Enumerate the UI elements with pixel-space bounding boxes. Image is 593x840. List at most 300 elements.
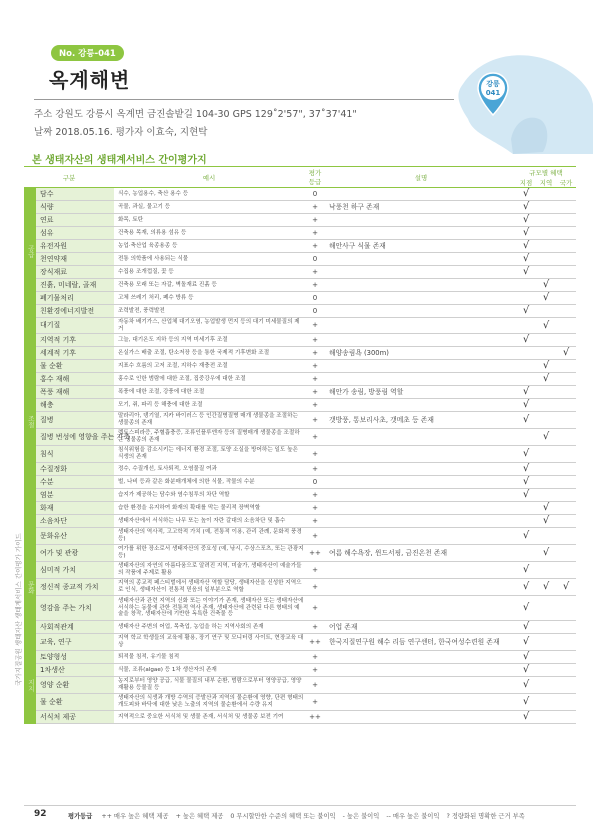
table-row xyxy=(24,489,576,502)
row-desc xyxy=(326,562,516,579)
row-check-national xyxy=(556,463,576,476)
row-check-local: √ xyxy=(516,562,536,579)
row-check-local: √ xyxy=(516,476,536,489)
row-check-local: √ xyxy=(516,253,536,266)
table-row xyxy=(24,463,576,476)
row-check-regional xyxy=(536,188,556,201)
row-grade: + xyxy=(304,596,326,621)
row-grade: + xyxy=(304,201,326,214)
row-check-regional: √ xyxy=(536,545,556,562)
row-item: 소음차단 xyxy=(36,515,114,528)
row-example: 생태자산에서 서식하는 나무 또는 높이 자란 갈대의 소음차단 및 흡수 xyxy=(114,515,304,528)
group-label-text: 조절 xyxy=(26,414,35,428)
row-grade: + xyxy=(304,214,326,227)
row-check-local: √ xyxy=(516,188,536,201)
row-desc xyxy=(326,292,516,305)
row-check-local: √ xyxy=(516,463,536,476)
row-check-national xyxy=(556,664,576,677)
table-row xyxy=(24,360,576,373)
row-item: 수질정화 xyxy=(36,463,114,476)
row-item: 진흙, 미네랄, 골재 xyxy=(36,279,114,292)
row-check-local: √ xyxy=(516,677,536,694)
row-grade: + xyxy=(304,412,326,429)
row-grade: + xyxy=(304,621,326,634)
row-desc xyxy=(326,305,516,318)
row-item: 홍수 재해 xyxy=(36,373,114,386)
row-desc xyxy=(326,399,516,412)
row-grade: 0 xyxy=(304,253,326,266)
table-row xyxy=(24,253,576,266)
row-item: 사회적관계 xyxy=(36,621,114,634)
table-row xyxy=(24,528,576,545)
row-check-regional xyxy=(536,664,556,677)
row-check-local xyxy=(516,429,536,446)
address-line: 주소 강원도 강릉시 옥계면 금진솔밭길 104-30 GPS 129˚2'57", 37˚37'41" xyxy=(34,109,357,120)
row-check-local xyxy=(516,279,536,292)
map-badge xyxy=(481,80,505,98)
table-row xyxy=(24,373,576,386)
row-check-local xyxy=(516,292,536,305)
row-check-national xyxy=(556,711,576,724)
legend-item: ? 정량화된 명확한 근거 부족 xyxy=(446,813,525,820)
row-desc xyxy=(326,446,516,463)
row-check-national: √ xyxy=(556,347,576,360)
row-desc xyxy=(326,318,516,334)
table-row xyxy=(24,502,576,515)
row-desc: 해안사구 식물 존재 xyxy=(326,240,516,253)
row-desc: 갯방풍, 통보리사초, 갯메초 등 존재 xyxy=(326,412,516,429)
row-grade: ++ xyxy=(304,711,326,724)
row-example: 모기, 쥐, 파리 등 해충에 대한 조절 xyxy=(114,399,304,412)
table-row xyxy=(24,596,576,621)
row-grade: + xyxy=(304,386,326,399)
row-check-regional xyxy=(536,253,556,266)
row-desc xyxy=(326,515,516,528)
table-row xyxy=(24,266,576,279)
row-example: 지표수 흐름의 고저 조절, 지하수 재충전 조절 xyxy=(114,360,304,373)
row-desc: 여름 해수욕장, 윈드서핑, 금진온천 존재 xyxy=(326,545,516,562)
row-grade: + xyxy=(304,446,326,463)
row-check-local: √ xyxy=(516,634,536,651)
legend-item: ++ 매우 높은 혜택 제공 xyxy=(101,813,169,820)
row-desc xyxy=(326,253,516,266)
row-check-national xyxy=(556,489,576,502)
table-row xyxy=(24,240,576,253)
header-local: 지점 xyxy=(516,178,536,188)
row-item: 1차생산 xyxy=(36,664,114,677)
row-example: 습한 환경을 유지하여 화재의 확대를 막는 물리적 장벽역할 xyxy=(114,502,304,515)
row-check-national xyxy=(556,373,576,386)
row-check-regional xyxy=(536,305,556,318)
row-desc xyxy=(326,476,516,489)
table-row xyxy=(24,386,576,399)
row-grade: ++ xyxy=(304,634,326,651)
row-desc xyxy=(326,188,516,201)
row-check-local xyxy=(516,347,536,360)
row-check-national xyxy=(556,634,576,651)
row-grade: 0 xyxy=(304,188,326,201)
row-check-regional: √ xyxy=(536,502,556,515)
group-label-text: 공급 xyxy=(26,244,35,258)
legend-label: 평가등급 xyxy=(68,813,93,820)
row-desc xyxy=(326,227,516,240)
row-check-regional xyxy=(536,240,556,253)
header-national: 국가 xyxy=(556,178,576,188)
row-desc: 해양송림욕 (300m) xyxy=(326,347,516,360)
row-check-national xyxy=(556,318,576,334)
table-row xyxy=(24,677,576,694)
row-check-regional xyxy=(536,528,556,545)
row-check-regional xyxy=(536,489,556,502)
row-item: 여가 및 관광 xyxy=(36,545,114,562)
row-check-regional: √ xyxy=(536,318,556,334)
row-grade: + xyxy=(304,360,326,373)
table-row xyxy=(24,214,576,227)
row-example: 홍수로 인한 범람에 대한 조절, 집중강우에 대한 조절 xyxy=(114,373,304,386)
row-check-national xyxy=(556,545,576,562)
row-check-local: √ xyxy=(516,489,536,502)
row-check-national xyxy=(556,502,576,515)
row-check-local xyxy=(516,373,536,386)
row-item: 질병 번성에 영향을 주는 가축 xyxy=(36,429,114,446)
row-check-regional xyxy=(536,386,556,399)
row-check-national xyxy=(556,253,576,266)
row-grade: + xyxy=(304,227,326,240)
row-check-local xyxy=(516,502,536,515)
row-check-national xyxy=(556,266,576,279)
row-example: 건축용 목재, 의류용 섬유 등 xyxy=(114,227,304,240)
table-row xyxy=(24,347,576,360)
row-item: 식량 xyxy=(36,201,114,214)
legend-item: -- 매우 높은 불이익 xyxy=(386,813,440,820)
footer-divider xyxy=(24,805,576,806)
row-example: 화목, 토탄 xyxy=(114,214,304,227)
row-check-regional xyxy=(536,596,556,621)
row-check-local xyxy=(516,318,536,334)
row-desc xyxy=(326,266,516,279)
row-example: 그늘, 대기온도 지하 등의 지역 미세기후 조절 xyxy=(114,334,304,347)
row-grade: + xyxy=(304,334,326,347)
header-scale: 규모별 혜택 xyxy=(516,167,576,178)
row-desc xyxy=(326,528,516,545)
row-check-regional xyxy=(536,347,556,360)
section-title: 본 생태자산의 생태계서비스 간이평가지 xyxy=(32,155,207,166)
row-example: 여가를 위한 장소로서 생태자산의 중요성 (예, 낚시, 수상스포츠, 또는 관광지 등) xyxy=(114,545,304,562)
row-example: 습지가 제공하는 담수와 염수침투의 차단 역할 xyxy=(114,489,304,502)
row-check-regional xyxy=(536,201,556,214)
row-example: 자동차 배기가스, 산업체 대기오염, 농업발생 먼지 등의 대기 미세물질의 제거 xyxy=(114,318,304,334)
legend-item: + 높은 혜택 제공 xyxy=(175,813,224,820)
row-check-regional xyxy=(536,694,556,711)
row-example: 고체 쓰레기 처리, 폐수 방류 등 xyxy=(114,292,304,305)
page-title: 옥계해변 xyxy=(49,68,131,92)
table-row xyxy=(24,305,576,318)
row-check-local: √ xyxy=(516,664,536,677)
row-example: 렙토스피라증, 주혈흡충증, 조류인플루엔자 등의 질병매개 생물종을 조절하는 생물종의 존재 xyxy=(114,429,304,446)
table-row xyxy=(24,664,576,677)
legend-item: 0 무시할만한 수준의 혜택 또는 불이익 xyxy=(230,813,336,820)
row-desc xyxy=(326,373,516,386)
row-item: 유전자원 xyxy=(36,240,114,253)
row-check-regional: √ xyxy=(536,373,556,386)
row-item: 토양형성 xyxy=(36,651,114,664)
header-grade xyxy=(304,167,326,188)
row-check-regional xyxy=(536,711,556,724)
row-desc xyxy=(326,579,516,596)
row-desc xyxy=(326,429,516,446)
row-grade: + xyxy=(304,399,326,412)
row-example: 건축용 모래 또는 자갈, 벽돌재료 진흙 등 xyxy=(114,279,304,292)
row-example: 생태자산의 역사적, 고고학적 가치 (예, 전통적 이용, 관리 관례, 문화적 풍경 등) xyxy=(114,528,304,545)
row-item: 폭풍 재해 xyxy=(36,386,114,399)
table-row xyxy=(24,188,576,201)
row-example: 퇴적물 침적, 유기물 침적 xyxy=(114,651,304,664)
row-grade: + xyxy=(304,279,326,292)
title-divider xyxy=(34,99,454,100)
header-category: 구분 xyxy=(24,167,114,188)
row-example: 온실가스 배출 조절, 탄소저장 등을 통한 국제적 기후변화 조절 xyxy=(114,347,304,360)
row-example: 생태자산의 식생과 개방 수역의 증발산과 지역의 물순환에 영향, 단편 형태의 개도피와 바닥에 대한 낮은 노출의 지역의 물순환에서 수량 유지 xyxy=(114,694,304,711)
map-badge-line2: 041 xyxy=(485,89,501,97)
row-check-national xyxy=(556,305,576,318)
row-check-local: √ xyxy=(516,305,536,318)
row-check-local: √ xyxy=(516,579,536,596)
row-grade: + xyxy=(304,677,326,694)
group-label xyxy=(24,188,36,318)
row-grade: + xyxy=(304,240,326,253)
row-desc xyxy=(326,360,516,373)
row-check-local: √ xyxy=(516,214,536,227)
row-check-local: √ xyxy=(516,528,536,545)
table-row xyxy=(24,292,576,305)
row-desc xyxy=(326,596,516,621)
table-row xyxy=(24,621,576,634)
row-check-regional: √ xyxy=(536,360,556,373)
row-check-local: √ xyxy=(516,399,536,412)
grade-legend xyxy=(68,811,525,820)
table-row xyxy=(24,279,576,292)
row-example: 수집용 조개껍질, 꽃 등 xyxy=(114,266,304,279)
row-desc: 해안가 송림, 방풍림 역할 xyxy=(326,386,516,399)
row-check-national xyxy=(556,515,576,528)
row-item: 세계적 기후 xyxy=(36,347,114,360)
row-check-national xyxy=(556,386,576,399)
table-row xyxy=(24,515,576,528)
row-item: 천연약재 xyxy=(36,253,114,266)
row-example: 농지로부터 영양 공급, 식물 물질의 내부 순환, 범람으로부터 영양공급, 영양 재활용 등물질 등 xyxy=(114,677,304,694)
row-item: 염분 xyxy=(36,489,114,502)
row-check-national xyxy=(556,476,576,489)
row-item: 정신적 종교적 가치 xyxy=(36,579,114,596)
row-check-national xyxy=(556,528,576,545)
date-line: 날짜 2018.05.16. 평가자 이효숙, 지현탁 xyxy=(34,127,208,138)
row-grade: + xyxy=(304,489,326,502)
row-example: 전통 의학품에 사용되는 식물 xyxy=(114,253,304,266)
table-row xyxy=(24,634,576,651)
row-item: 담수 xyxy=(36,188,114,201)
row-check-regional xyxy=(536,446,556,463)
row-check-national xyxy=(556,360,576,373)
row-desc: 한국지질연구원 해수 리듬 연구센터, 한국여성수련원 존재 xyxy=(326,634,516,651)
group-label xyxy=(24,651,36,724)
row-desc xyxy=(326,489,516,502)
row-desc xyxy=(326,677,516,694)
row-check-local: √ xyxy=(516,386,536,399)
table-body xyxy=(24,188,576,724)
row-example: 곡물, 과실, 물고기 등 xyxy=(114,201,304,214)
row-item: 폐기물처리 xyxy=(36,292,114,305)
row-desc xyxy=(326,463,516,476)
row-desc xyxy=(326,279,516,292)
row-example: 지역적으로 중요한 서식처 및 생물 존재, 서식처 및 생물종 보전 기여 xyxy=(114,711,304,724)
row-desc xyxy=(326,664,516,677)
row-example: 조력발전, 풍력발전 xyxy=(114,305,304,318)
row-check-national xyxy=(556,429,576,446)
evaluation-table xyxy=(24,166,576,724)
row-check-regional: √ xyxy=(536,515,556,528)
row-check-national xyxy=(556,214,576,227)
row-check-regional xyxy=(536,562,556,579)
row-grade: + xyxy=(304,694,326,711)
table-row xyxy=(24,579,576,596)
row-example: 식물, 조류(algae) 등 1차 생산자의 존재 xyxy=(114,664,304,677)
row-check-national xyxy=(556,201,576,214)
row-check-local xyxy=(516,545,536,562)
row-item: 문화유산 xyxy=(36,528,114,545)
row-check-regional xyxy=(536,463,556,476)
row-example: 생태자산 주변의 어업, 목축업, 농업을 하는 지역사회의 존재 xyxy=(114,621,304,634)
row-check-national xyxy=(556,240,576,253)
row-check-local: √ xyxy=(516,694,536,711)
row-grade: + xyxy=(304,515,326,528)
header-regional: 지역 xyxy=(536,178,556,188)
row-check-regional xyxy=(536,412,556,429)
row-desc xyxy=(326,334,516,347)
row-check-regional xyxy=(536,621,556,634)
row-check-regional xyxy=(536,677,556,694)
row-example: 지역의 종교적 페스티벌에서 생태자산 역할 담당, 생태자산을 신성한 지역으로 인식, 생태자산이 전통적 믿음의 일부분으로 역할 xyxy=(114,579,304,596)
table-row xyxy=(24,545,576,562)
row-check-national xyxy=(556,677,576,694)
row-grade: 0 xyxy=(304,292,326,305)
row-check-regional xyxy=(536,227,556,240)
table-row xyxy=(24,399,576,412)
table-row xyxy=(24,318,576,334)
row-grade: + xyxy=(304,318,326,334)
row-check-regional: √ xyxy=(536,579,556,596)
row-desc: 어업 존재 xyxy=(326,621,516,634)
row-check-local xyxy=(516,360,536,373)
row-example: 정수, 수질개선, 토사퇴적, 오염물질 여과 xyxy=(114,463,304,476)
row-example: 지역 학교 학생들의 교육에 활용, 장기 연구 및 모니터링 사이트, 현장교육 대상 xyxy=(114,634,304,651)
header-desc: 설명 xyxy=(326,167,516,188)
table-row xyxy=(24,201,576,214)
row-desc: 낙풍천 하구 존재 xyxy=(326,201,516,214)
row-example: 말라리아, 댕기열, 지카 바이러스 등 인간질병질병 매개 생물종을 조절하는 생물종의 존재 xyxy=(114,412,304,429)
row-item: 대기질 xyxy=(36,318,114,334)
row-check-regional xyxy=(536,214,556,227)
row-check-national xyxy=(556,227,576,240)
row-item: 지역적 기후 xyxy=(36,334,114,347)
row-check-regional xyxy=(536,476,556,489)
region-map xyxy=(453,44,593,154)
row-check-national xyxy=(556,292,576,305)
row-check-national xyxy=(556,562,576,579)
row-example: 벌, 나비 등과 같은 화분매개체에 의한 식물, 작물의 수분 xyxy=(114,476,304,489)
row-check-regional xyxy=(536,399,556,412)
table-row xyxy=(24,429,576,446)
row-example: 침식위험을 감소시키는 에너지 환경 조절, 토양 소실을 방어하는 일도 높은 식생의 존재 xyxy=(114,446,304,463)
table-row xyxy=(24,694,576,711)
row-check-local: √ xyxy=(516,227,536,240)
row-grade: + xyxy=(304,463,326,476)
site-id-badge: No. 강릉-041 xyxy=(51,45,124,61)
row-check-local: √ xyxy=(516,446,536,463)
row-item: 연료 xyxy=(36,214,114,227)
row-grade: + xyxy=(304,502,326,515)
row-check-national: √ xyxy=(556,579,576,596)
row-grade: + xyxy=(304,562,326,579)
row-check-national xyxy=(556,399,576,412)
group-label xyxy=(24,318,36,528)
header-grade-line1: 평가 xyxy=(308,169,322,177)
table-row xyxy=(24,412,576,429)
row-item: 영감을 주는 가치 xyxy=(36,596,114,621)
row-item: 질병 xyxy=(36,412,114,429)
row-grade: + xyxy=(304,266,326,279)
row-item: 물 순환 xyxy=(36,694,114,711)
side-running-text-label: 국가지질공원 생태자산 생태계서비스 간이평가 가이드 xyxy=(14,533,23,686)
row-desc xyxy=(326,502,516,515)
row-check-national xyxy=(556,412,576,429)
row-check-regional xyxy=(536,651,556,664)
row-desc xyxy=(326,214,516,227)
table-row xyxy=(24,651,576,664)
row-check-national xyxy=(556,694,576,711)
row-check-national xyxy=(556,651,576,664)
row-item: 침식 xyxy=(36,446,114,463)
row-grade: + xyxy=(304,664,326,677)
row-check-local: √ xyxy=(516,240,536,253)
row-check-national xyxy=(556,334,576,347)
legend-items xyxy=(94,813,524,820)
row-check-national xyxy=(556,188,576,201)
row-check-national xyxy=(556,596,576,621)
row-check-local xyxy=(516,515,536,528)
row-check-local: √ xyxy=(516,334,536,347)
row-check-regional: √ xyxy=(536,292,556,305)
row-check-national xyxy=(556,621,576,634)
table-row xyxy=(24,446,576,463)
row-grade: 0 xyxy=(304,305,326,318)
group-label xyxy=(24,528,36,651)
group-label-text: 지지 xyxy=(26,679,35,693)
legend-item: - 높은 불이익 xyxy=(342,813,380,820)
row-example: 생태자산의 자연의 아름다움으로 알려진 지역, 미술가, 생태자산이 예술가들의 작품에 주제로 활용 xyxy=(114,562,304,579)
row-check-regional: √ xyxy=(536,429,556,446)
group-label-text: 문화 xyxy=(26,581,35,595)
row-example: 폭풍에 대한 조절, 강풍에 대한 조절 xyxy=(114,386,304,399)
row-item: 섬유 xyxy=(36,227,114,240)
row-check-local: √ xyxy=(516,412,536,429)
row-grade: + xyxy=(304,347,326,360)
row-check-local: √ xyxy=(516,651,536,664)
row-example: 농업·축산업 육종용종 등 xyxy=(114,240,304,253)
row-check-national xyxy=(556,446,576,463)
row-check-regional xyxy=(536,634,556,651)
row-example: 식수, 농업용수, 축산 용수 등 xyxy=(114,188,304,201)
row-item: 영양 순환 xyxy=(36,677,114,694)
